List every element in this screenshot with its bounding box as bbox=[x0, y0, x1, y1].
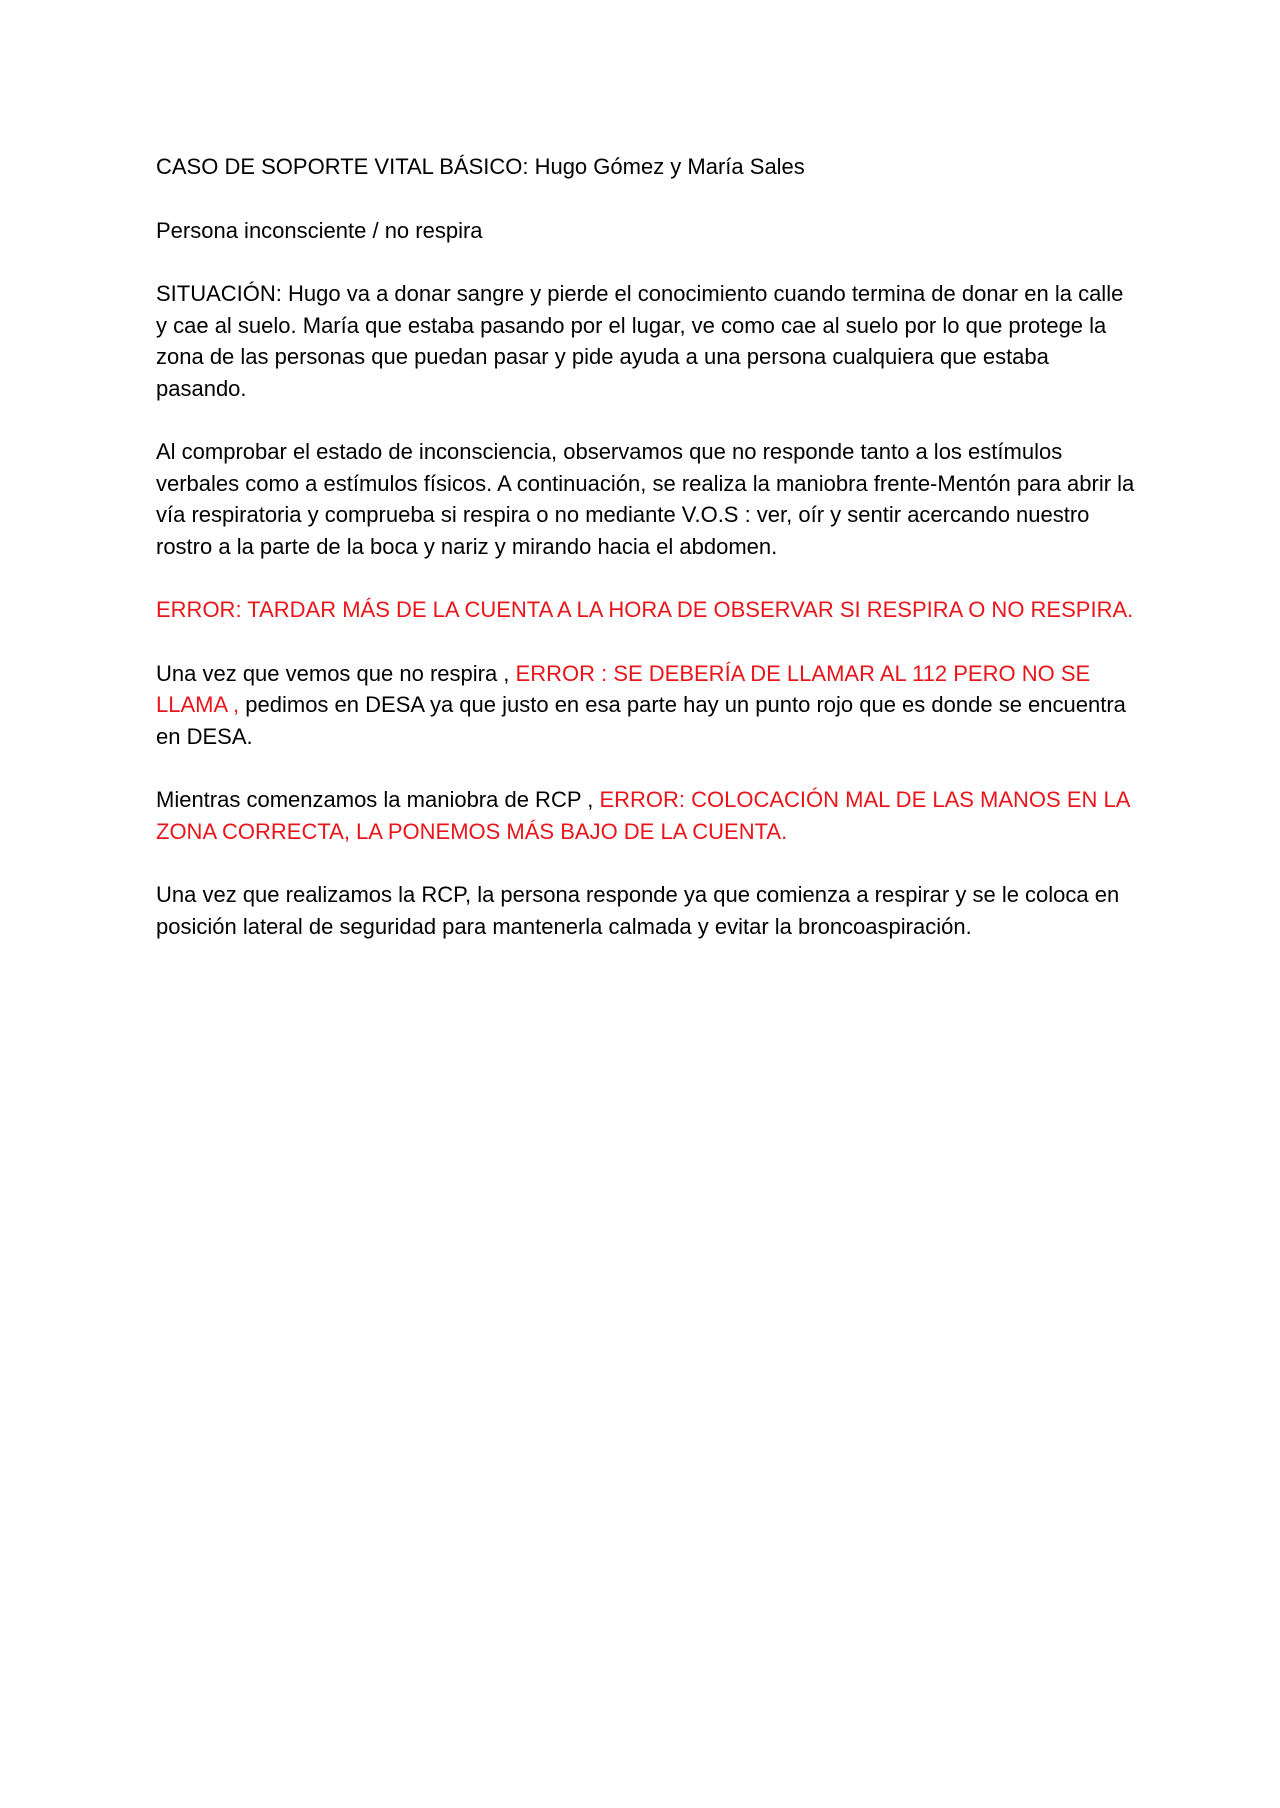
situation-paragraph: SITUACIÓN: Hugo va a donar sangre y pierde el conocimiento cuando termina de donar en la calle y cae al suelo. María que estaba pasando por el lugar, ve como cae al suelo por lo que protege la zona de las personas que puedan pasar y pide ayuda a una persona cualquiera que estaba pasando. bbox=[156, 281, 1124, 401]
document-subtitle: Persona inconsciente / no respira bbox=[156, 217, 483, 243]
document-title: CASO DE SOPORTE VITAL BÁSICO: Hugo Gómez y María Sales bbox=[156, 154, 805, 179]
error-hand-placement: ERROR: COLOCACIÓN MAL DE LAS MANOS EN LA ZONA CORRECTA, LA PONEMOS MÁS BAJO DE LA CUENTA. bbox=[156, 787, 1130, 844]
assessment-paragraph: Al comprobar el estado de inconsciencia, observamos que no responde tanto a los estímulos verbales como a estímulos físicos. A continuación, se realiza la maniobra frente-Mentón para abrir la vía respiratoria y comprueba si respira o no mediante V.O.S : ver, oír y sentir acercando nuestro rostro a la parte de la boca y nariz y mirando hacia el abdomen. bbox=[156, 439, 1135, 559]
call-text-before: Una vez que vemos que no respira , bbox=[156, 660, 516, 686]
document-page bbox=[156, 151, 1136, 974]
outcome-paragraph: Una vez que realizamos la RCP, la persona responde ya que comienza a respirar y se le coloca en posición lateral de seguridad para mantenerla calmada y evitar la broncoaspiración. bbox=[156, 882, 1120, 939]
error-emergency-call: ERROR : SE DEBERÍA DE LLAMAR AL 112 PERO NO SE LLAMA , bbox=[156, 660, 1091, 717]
call-text-after: pedimos en DESA ya que justo en esa parte hay un punto rojo que es donde se encuentra en DESA. bbox=[156, 692, 1126, 749]
rcp-text-before: Mientras comenzamos la maniobra de RCP , bbox=[156, 787, 600, 812]
rcp-paragraph bbox=[156, 784, 1136, 847]
error-breathing-check: ERROR: TARDAR MÁS DE LA CUENTA A LA HORA DE OBSERVAR SI RESPIRA O NO RESPIRA. bbox=[156, 597, 1134, 622]
emergency-call-paragraph bbox=[156, 658, 1136, 753]
